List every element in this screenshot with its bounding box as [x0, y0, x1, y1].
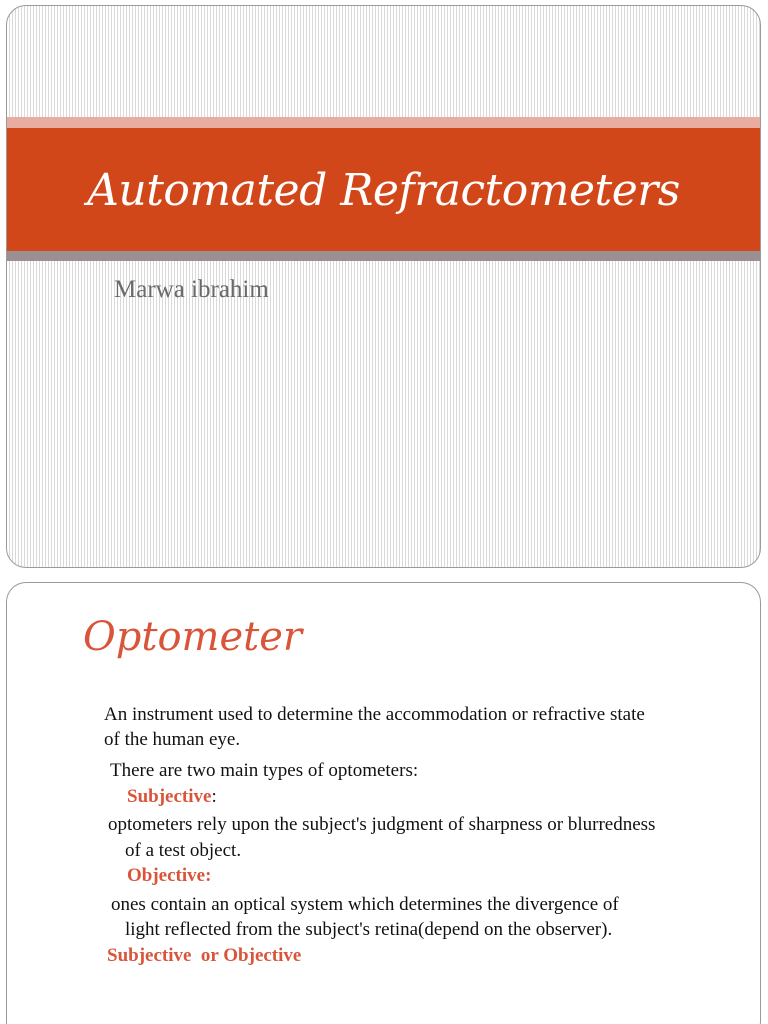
subjective-heading: [127, 785, 217, 809]
author-name: Marwa ibrahim: [114, 276, 269, 303]
objective-line-1: ones contain an optical system which determines the divergence of: [111, 894, 619, 915]
objective-label: Objective:: [127, 865, 212, 886]
definition-line-1: An instrument used to determine the accommodation or refractive state: [104, 704, 645, 725]
title-band-top-stripe: [7, 117, 760, 128]
title-band-bottom-stripe: [7, 251, 760, 261]
subjective-line-2: of a test object.: [125, 840, 242, 861]
slide-heading: Optometer: [83, 614, 303, 660]
subjective-label: Subjective: [127, 786, 212, 807]
definition-line-2: of the human eye.: [104, 729, 241, 750]
content-slide: [6, 582, 761, 1024]
slide-title: Automated Refractometers: [87, 165, 680, 216]
title-slide: [6, 5, 761, 568]
closing-question: Subjective or Objective: [107, 945, 302, 966]
objective-line-2: light reflected from the subject's retina(depend on the observer).: [125, 919, 613, 940]
types-intro: There are two main types of optometers:: [110, 760, 419, 781]
subjective-line-1: optometers rely upon the subject's judgment of sharpness or blurredness: [108, 814, 656, 835]
subjective-colon: :: [211, 786, 217, 807]
